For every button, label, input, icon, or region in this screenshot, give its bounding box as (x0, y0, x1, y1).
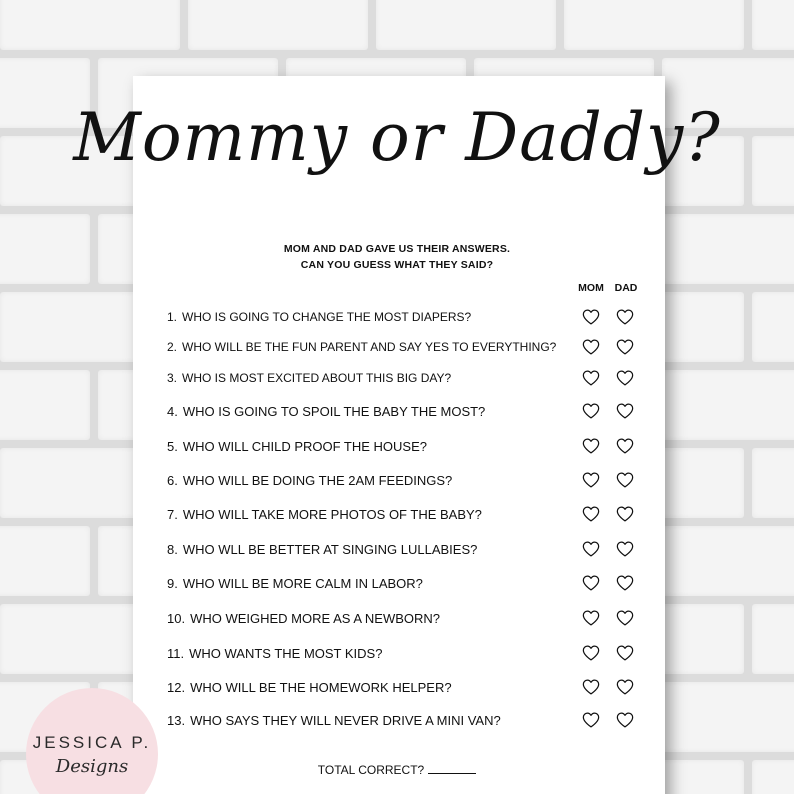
question-text: WHO IS GOING TO SPOIL THE BABY THE MOST? (182, 404, 486, 419)
heart-outline-icon (582, 541, 600, 557)
dad-heart-checkbox[interactable] (616, 541, 634, 557)
mom-heart-checkbox[interactable] (582, 610, 600, 626)
heart-outline-icon (582, 472, 600, 488)
question-row (167, 542, 477, 557)
question-row (167, 404, 485, 419)
heart-outline-icon (616, 339, 634, 355)
heart-outline-icon (616, 370, 634, 386)
question-row (167, 439, 427, 454)
question-text: WHO IS MOST EXCITED ABOUT THIS BIG DAY? (182, 371, 452, 385)
wall-brick (0, 526, 90, 596)
heart-outline-icon (582, 575, 600, 591)
heart-outline-icon (582, 679, 600, 695)
heart-outline-icon (616, 610, 634, 626)
mom-heart-checkbox[interactable] (582, 309, 600, 325)
heart-outline-icon (582, 610, 600, 626)
question-row (167, 611, 440, 626)
wall-brick (752, 0, 794, 50)
dad-heart-checkbox[interactable] (616, 506, 634, 522)
dad-heart-checkbox[interactable] (616, 309, 634, 325)
question-number: 5. (167, 439, 178, 454)
dad-heart-checkbox[interactable] (616, 712, 634, 728)
question-row (167, 713, 501, 728)
heart-outline-icon (582, 438, 600, 454)
question-text: WHO WILL CHILD PROOF THE HOUSE? (182, 439, 427, 454)
total-correct-label: TOTAL CORRECT? (317, 763, 425, 777)
question-number: 3. (167, 371, 178, 385)
question-text: WHO WILL BE THE HOMEWORK HELPER? (190, 680, 452, 695)
question-text: WHO SAYS THEY WILL NEVER DRIVE A MINI VAN? (190, 713, 501, 728)
wall-brick (752, 292, 794, 362)
dad-heart-checkbox[interactable] (616, 370, 634, 386)
mom-heart-checkbox[interactable] (582, 370, 600, 386)
question-text: WHO WILL BE DOING THE 2AM FEEDINGS? (182, 473, 453, 488)
heart-outline-icon (616, 679, 634, 695)
heart-outline-icon (616, 645, 634, 661)
mom-column-header: MOM (578, 282, 604, 294)
question-row (167, 507, 482, 522)
question-text: WHO WILL BE MORE CALM IN LABOR? (182, 576, 423, 591)
instructions-line-2: CAN YOU GUESS WHAT THEY SAID? (300, 259, 494, 271)
question-text: WHO WLL BE BETTER AT SINGING LULLABIES? (182, 542, 478, 557)
wall-brick (662, 526, 794, 596)
heart-outline-icon (582, 309, 600, 325)
heart-outline-icon (616, 309, 634, 325)
mom-heart-checkbox[interactable] (582, 541, 600, 557)
heart-outline-icon (582, 370, 600, 386)
question-row (167, 680, 452, 695)
dad-heart-checkbox[interactable] (616, 438, 634, 454)
wall-brick (0, 0, 180, 50)
question-text: WHO WEIGHED MORE AS A NEWBORN? (190, 611, 440, 626)
mom-heart-checkbox[interactable] (582, 472, 600, 488)
wall-brick (662, 370, 794, 440)
total-correct-blank[interactable] (428, 763, 476, 774)
question-row (167, 310, 471, 324)
wall-brick (376, 0, 556, 50)
question-number: 7. (167, 507, 178, 522)
wall-brick (752, 448, 794, 518)
dad-heart-checkbox[interactable] (616, 403, 634, 419)
wall-brick (0, 370, 90, 440)
question-row (167, 646, 382, 661)
mom-heart-checkbox[interactable] (582, 575, 600, 591)
heart-outline-icon (616, 541, 634, 557)
question-text: WHO WANTS THE MOST KIDS? (189, 646, 383, 661)
question-number: 9. (167, 576, 178, 591)
heart-outline-icon (582, 712, 600, 728)
question-number: 6. (167, 473, 178, 488)
question-number: 12. (167, 680, 186, 695)
dad-heart-checkbox[interactable] (616, 575, 634, 591)
wall-brick (662, 682, 794, 752)
mom-heart-checkbox[interactable] (582, 506, 600, 522)
heart-outline-icon (582, 403, 600, 419)
question-row (167, 340, 556, 354)
mom-heart-checkbox[interactable] (582, 403, 600, 419)
dad-heart-checkbox[interactable] (616, 610, 634, 626)
question-text: WHO IS GOING TO CHANGE THE MOST DIAPERS? (182, 310, 472, 324)
instructions-line-1: MOM AND DAD GAVE US THEIR ANSWERS. (283, 243, 511, 255)
logo-subtitle: Designs (55, 756, 129, 777)
question-text: WHO WILL TAKE MORE PHOTOS OF THE BABY? (182, 507, 482, 522)
question-row (167, 576, 423, 591)
question-number: 4. (167, 404, 178, 419)
question-number: 11. (167, 646, 185, 661)
question-number: 2. (167, 340, 178, 354)
heart-outline-icon (582, 645, 600, 661)
dad-heart-checkbox[interactable] (616, 339, 634, 355)
dad-column-header: DAD (614, 282, 638, 294)
logo-name: JESSICA P. (32, 733, 152, 752)
mom-heart-checkbox[interactable] (582, 339, 600, 355)
question-row (167, 473, 452, 488)
dad-heart-checkbox[interactable] (616, 645, 634, 661)
heart-outline-icon (616, 575, 634, 591)
dad-heart-checkbox[interactable] (616, 472, 634, 488)
question-number: 10. (167, 611, 186, 626)
wall-brick (564, 0, 744, 50)
heart-outline-icon (616, 472, 634, 488)
heart-outline-icon (582, 506, 600, 522)
mom-heart-checkbox[interactable] (582, 645, 600, 661)
page-title: Mommy or Daddy? (73, 99, 721, 176)
dad-heart-checkbox[interactable] (616, 679, 634, 695)
mom-heart-checkbox[interactable] (582, 438, 600, 454)
heart-outline-icon (616, 403, 634, 419)
mom-heart-checkbox[interactable] (582, 679, 600, 695)
heart-outline-icon (616, 438, 634, 454)
question-number: 1. (167, 310, 178, 324)
question-row (167, 371, 451, 385)
mom-heart-checkbox[interactable] (582, 712, 600, 728)
heart-outline-icon (582, 339, 600, 355)
heart-outline-icon (616, 712, 634, 728)
heart-outline-icon (616, 506, 634, 522)
question-number: 13. (167, 713, 186, 728)
wall-brick (188, 0, 368, 50)
question-number: 8. (167, 542, 178, 557)
wall-brick (752, 604, 794, 674)
question-text: WHO WILL BE THE FUN PARENT AND SAY YES TO EVERYTHING? (182, 340, 557, 354)
